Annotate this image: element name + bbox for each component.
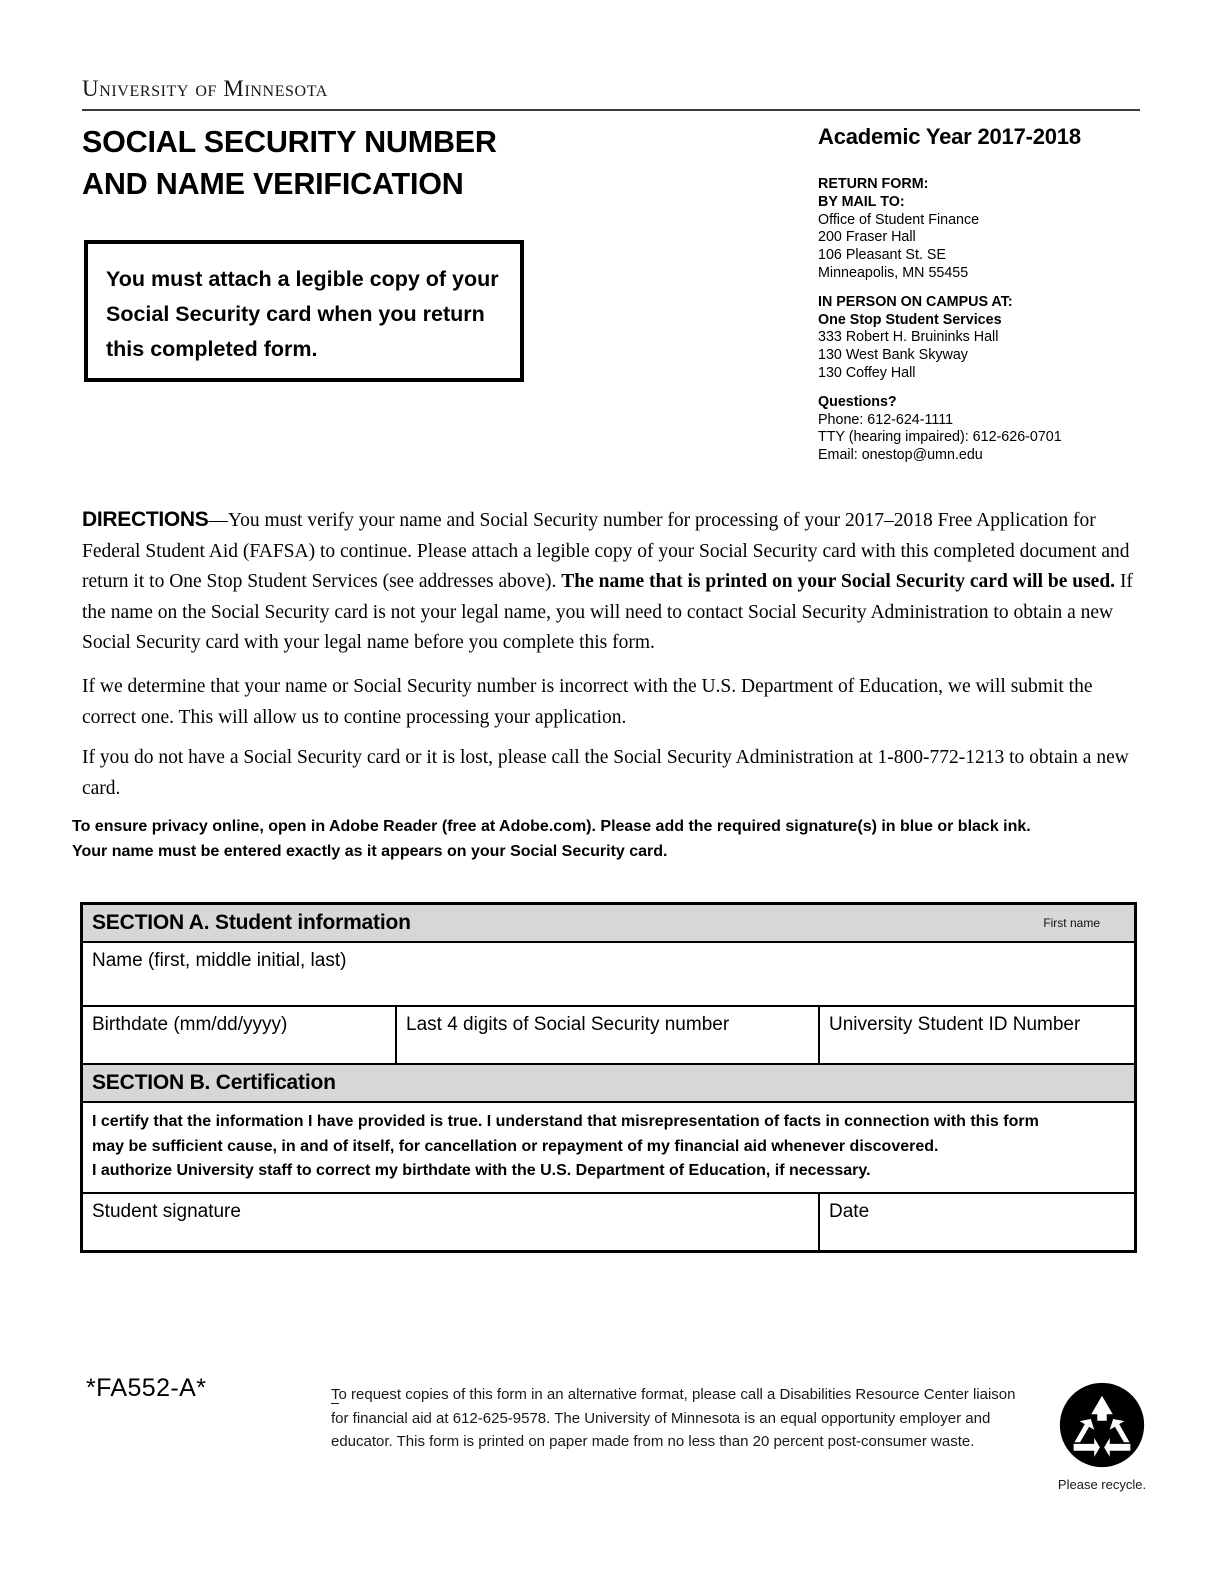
attach-card-notice-text: You must attach a legible copy of your Social Security card when you return this completed form. bbox=[106, 267, 499, 361]
table-row bbox=[83, 1007, 1134, 1065]
birthdate-field-cell[interactable] bbox=[83, 1007, 397, 1063]
mail-line-4: Minneapolis, MN 55455 bbox=[818, 264, 969, 281]
section-a-header bbox=[83, 905, 1134, 943]
section-b-heading: SECTION B. Certification bbox=[92, 1071, 336, 1094]
birthdate-field-label: Birthdate (mm/dd/yyyy) bbox=[92, 1014, 288, 1035]
form-code-label: *FA552-A* bbox=[86, 1374, 207, 1402]
footer-note-first-letter: T bbox=[331, 1386, 339, 1403]
student-signature-cell[interactable] bbox=[83, 1194, 820, 1250]
section-b-header bbox=[83, 1065, 1134, 1103]
privacy-line-1: To ensure privacy online, open in Adobe Reader (free at Adobe.com). Please add the required signature(s) in blue or black ink. bbox=[72, 818, 1031, 835]
directions-bold-emphasis: The name that is printed on your Social Security card will be used. bbox=[561, 571, 1116, 593]
recycle-caption: Please recycle. bbox=[1057, 1477, 1147, 1492]
email-line: Email: onestop@umn.edu bbox=[818, 447, 983, 464]
mail-line-2: 200 Fraser Hall bbox=[818, 229, 916, 246]
phone-line: Phone: 612-624-1111 bbox=[818, 411, 954, 428]
by-mail-label: BY MAIL TO: bbox=[818, 193, 905, 210]
student-signature-label: Student signature bbox=[92, 1200, 241, 1222]
name-field-label: Name (first, middle initial, last) bbox=[92, 950, 347, 971]
header-divider bbox=[82, 109, 1140, 111]
mail-line-1: Office of Student Finance bbox=[818, 211, 980, 228]
recycle-block bbox=[1047, 1382, 1157, 1492]
privacy-line-2: Your name must be entered exactly as it appears on your Social Security card. bbox=[72, 843, 668, 860]
privacy-instructions bbox=[72, 814, 1152, 864]
attach-card-notice-box bbox=[84, 240, 524, 382]
mail-line-3: 106 Pleasant St. SE bbox=[818, 247, 946, 264]
signature-date-label: Date bbox=[829, 1200, 870, 1222]
in-person-line-1: 333 Robert H. Bruininks Hall bbox=[818, 329, 999, 346]
footer-note-body: o request copies of this form in an alternative format, please call a Disabilities Resource Center liaison for financial aid at 612-625-9578. The University of Minnesota is an equal opportunity employer and educator. This form is printed on paper made from no less than 20 percent post-consumer waste. bbox=[331, 1386, 1016, 1450]
directions-dash: — bbox=[208, 510, 229, 531]
accessibility-footer-note bbox=[331, 1383, 1021, 1454]
table-row bbox=[83, 1194, 1134, 1250]
table-row bbox=[83, 943, 1134, 1007]
certification-statement bbox=[83, 1103, 1134, 1194]
directions-paragraph-3: If you do not have a Social Security card or it is lost, please call the Social Security Administration at 1-800-772-1213 to obtain a new card. bbox=[82, 747, 1129, 799]
questions-label: Questions? bbox=[818, 393, 897, 410]
tty-line: TTY (hearing impaired): 612-626-0701 bbox=[818, 429, 1062, 446]
return-form-heading: RETURN FORM: bbox=[818, 176, 929, 192]
directions-text-part2: If the name on the Social Security card is not your legal name, you will need to contact Social Security Administration to obtain a new Social Security card with your legal name before you complete this form. bbox=[82, 571, 1133, 654]
section-a-heading: SECTION A. Student information bbox=[92, 911, 411, 934]
page-title bbox=[82, 121, 722, 205]
in-person-line-2: 130 West Bank Skyway bbox=[818, 347, 968, 364]
ssn-last4-field-label: Last 4 digits of Social Security number bbox=[406, 1014, 730, 1035]
student-id-field-label: University Student ID Number bbox=[829, 1014, 1081, 1035]
directions-lead-label: DIRECTIONS bbox=[82, 508, 209, 531]
section-a-field-hint: First name bbox=[1043, 916, 1100, 930]
ssn-last4-field-cell[interactable] bbox=[397, 1007, 820, 1063]
return-form-info bbox=[818, 176, 1148, 465]
questions-block bbox=[818, 394, 1148, 465]
academic-year-label: Academic Year 2017-2018 bbox=[818, 124, 1081, 149]
in-person-block bbox=[818, 294, 1148, 383]
in-person-label: IN PERSON ON CAMPUS AT: bbox=[818, 293, 1013, 310]
certification-line-2: may be sufficient cause, in and of itself, for cancellation or repayment of my financial aid whenever discovered. bbox=[92, 1137, 939, 1155]
directions-text-part1: You must verify your name and Social Security number for processing of your 2017–2018 Free Application for Federal Student Aid (FAFSA) to continue. Please attach a legible copy of your Social Security card with this completed document and return it to One Stop Student Services (see addresses above). bbox=[82, 510, 1130, 593]
student-id-field-cell[interactable] bbox=[820, 1007, 1134, 1063]
one-stop-name: One Stop Student Services bbox=[818, 311, 1002, 328]
signature-date-cell[interactable] bbox=[820, 1194, 1134, 1250]
directions-paragraph-2: If we determine that your name or Social Security number is incorrect with the U.S. Department of Education, we will submit the correct one. This will allow us to contine processing your application. bbox=[82, 676, 1093, 728]
certification-line-1: I certify that the information I have provided is true. I understand that misrepresentation of facts in connection with this form bbox=[92, 1113, 1039, 1130]
page-title-line1: SOCIAL SECURITY NUMBER bbox=[82, 125, 497, 159]
certification-line-3: I authorize University staff to correct my birthdate with the U.S. Department of Education, if necessary. bbox=[92, 1162, 871, 1179]
in-person-line-3: 130 Coffey Hall bbox=[818, 364, 916, 381]
university-wordmark: University of Minnesota bbox=[82, 76, 328, 101]
recycle-icon bbox=[1059, 1382, 1145, 1468]
directions-paragraph bbox=[82, 505, 1144, 659]
page-title-line2: AND NAME VERIFICATION bbox=[82, 167, 464, 201]
form-fields-table bbox=[80, 902, 1137, 1253]
name-field-cell[interactable] bbox=[83, 943, 1134, 1005]
return-form-mail-block bbox=[818, 176, 1148, 283]
